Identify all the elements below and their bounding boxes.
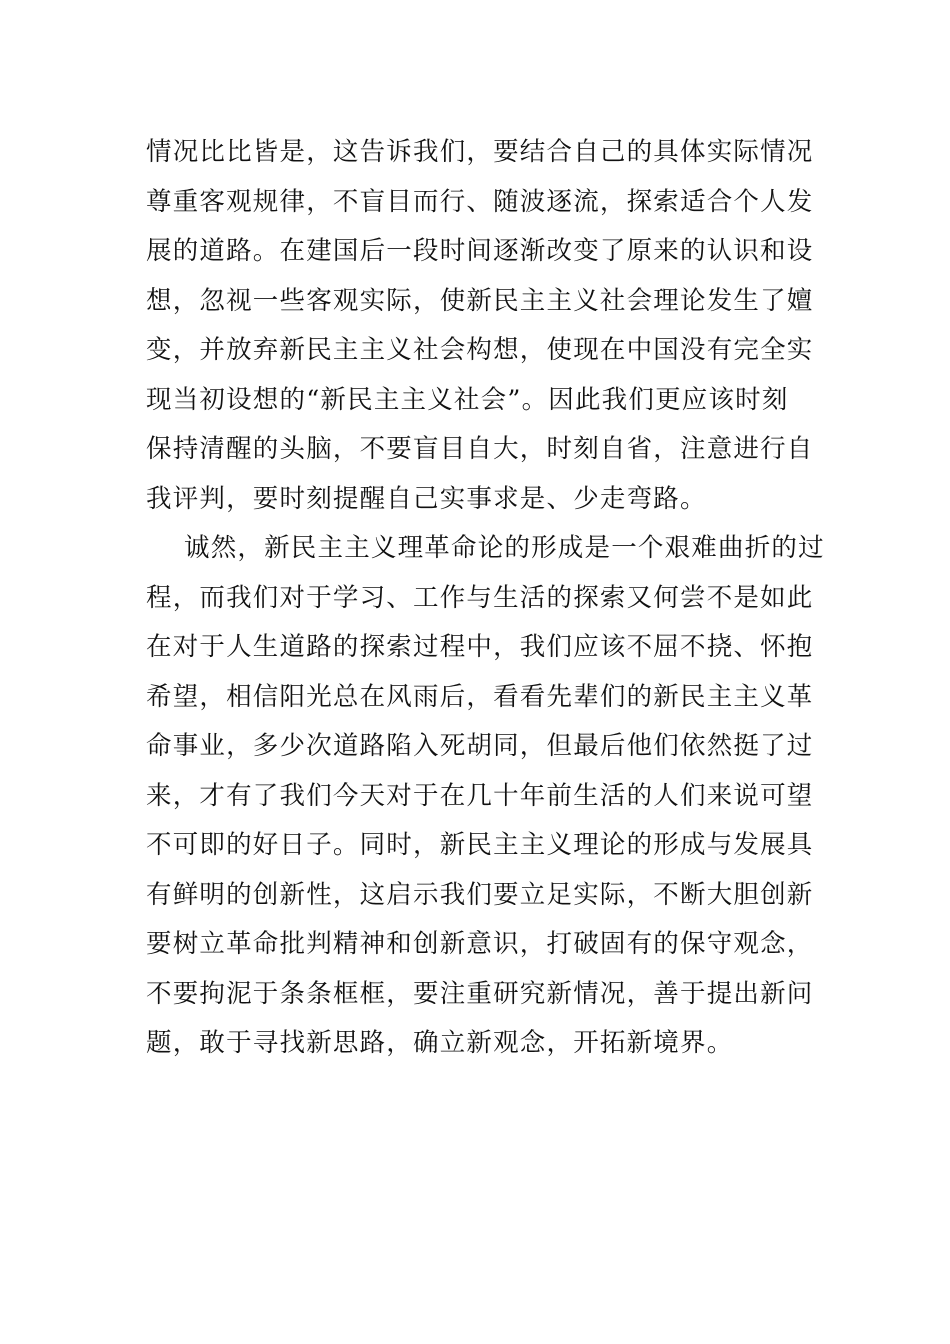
text-line: 要树立革命批判精神和创新意识，打破固有的保守观念， xyxy=(146,929,814,959)
text-line: 命事业，多少次道路陷入死胡同，但最后他们依然挺了过 xyxy=(146,731,814,761)
text-line: 题，敢于寻找新思路，确立新观念，开拓新境界。 xyxy=(146,1028,734,1058)
paragraph-2 xyxy=(146,524,826,1069)
document-body xyxy=(146,128,826,1069)
text-line: 在对于人生道路的探索过程中，我们应该不屈不挠、怀抱 xyxy=(146,632,814,662)
text-line: 有鲜明的创新性，这启示我们要立足实际，不断大胆创新 xyxy=(146,879,814,910)
text-line: 展的道路。在建国后一段时间逐渐改变了原来的认识和设 xyxy=(146,236,814,266)
text-line: 情况比比皆是，这告诉我们，要结合自己的具体实际情况 xyxy=(146,137,814,167)
text-line: 诚然，新民主主义理革命论的形成是一个艰难曲折的过 xyxy=(184,533,825,563)
text-line: 希望，相信阳光总在风雨后，看看先辈们的新民主主义革 xyxy=(146,681,814,712)
text-line: 我评判，要时刻提醒自己实事求是、少走弯路。 xyxy=(146,483,707,514)
text-line: 尊重客观规律，不盲目而行、随波逐流，探索适合个人发 xyxy=(146,186,814,217)
text-line: 来，才有了我们今天对于在几十年前生活的人们来说可望 xyxy=(146,780,814,811)
text-line: 现当初设想的“新民主主义社会”。因此我们更应该时刻 xyxy=(146,384,789,415)
text-line: 保持清醒的头脑，不要盲目自大，时刻自省，注意进行自 xyxy=(146,434,814,464)
text-line: 想，忽视一些客观实际，使新民主主义社会理论发生了嬗 xyxy=(146,285,814,316)
text-line: 变，并放弃新民主主义社会构想，使现在中国没有完全实 xyxy=(146,335,814,365)
paragraph-1 xyxy=(146,128,826,524)
text-line: 不要拘泥于条条框框，要注重研究新情况，善于提出新问 xyxy=(146,978,814,1009)
text-line: 程，而我们对于学习、工作与生活的探索又何尝不是如此 xyxy=(146,582,814,613)
text-line: 不可即的好日子。同时，新民主主义理论的形成与发展具 xyxy=(146,830,814,860)
